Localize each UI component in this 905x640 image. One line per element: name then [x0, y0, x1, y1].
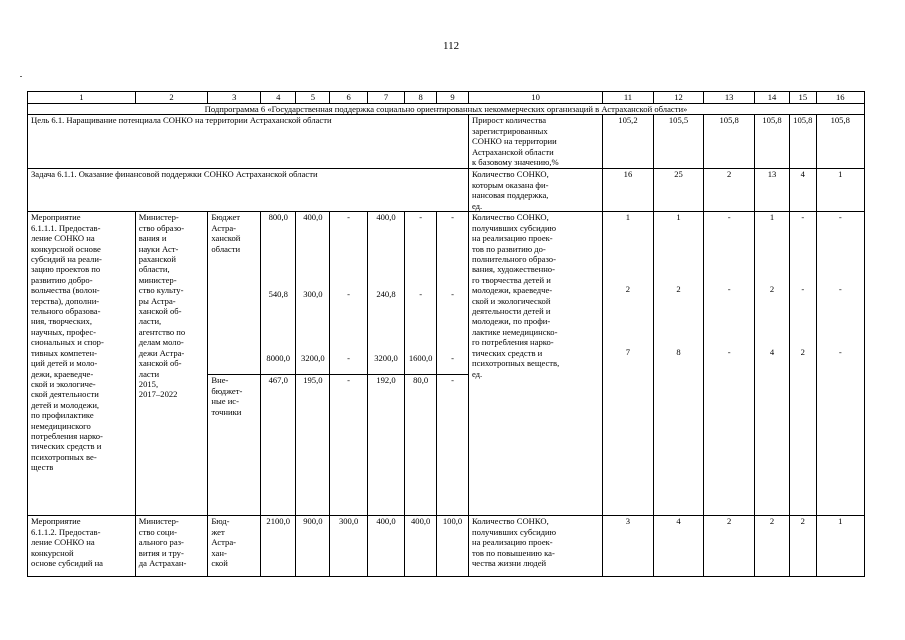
measure-2-indicator-line: получивших субсидию — [471, 526, 557, 537]
measure-1-indicator-line: тов по развитию до- — [471, 243, 546, 254]
measure-1-indicator-line: психотропных веществ, — [471, 358, 560, 369]
measure-2-name-line: основе субсидий на — [31, 558, 103, 569]
measure-1-extra-value: 195,0 — [296, 375, 330, 516]
measure-1-indicator-line: лактике немедицинско- — [471, 326, 558, 337]
measure-1-value-col — [704, 212, 755, 516]
measure-2-name — [28, 516, 136, 577]
measure-1-indicator-line: тических средств и — [471, 347, 543, 358]
task-indicator-line: ед. — [471, 200, 483, 211]
measure-1-source-line: Вне- — [211, 375, 229, 386]
header-cell: 15 — [790, 92, 816, 104]
measure-1-indicator-value: 2 — [625, 284, 631, 295]
measure-2-budget: 2100,0 — [261, 516, 296, 577]
goal-indicator-line: Астраханской области — [471, 146, 554, 157]
header-cell: 7 — [367, 92, 404, 104]
measure-1-budget-value: 8000,0 — [266, 353, 291, 364]
task-value: 2 — [704, 169, 755, 212]
measure-1-indicator-value: - — [727, 347, 731, 358]
measure-1-name-line: ния, творческих, — [31, 316, 92, 327]
measure-2-value: 3 — [603, 516, 654, 577]
header-cell: 6 — [330, 92, 367, 104]
measure-1-indicator-value: - — [838, 284, 842, 295]
measure-1-indicator — [468, 212, 602, 516]
measure-2-budget: 400,0 — [405, 516, 437, 577]
measure-2-indicator-line: чества жизни людей — [471, 558, 547, 569]
measure-1-name-line: тельного образова- — [31, 306, 101, 317]
measure-1-budget-value: 540,8 — [268, 289, 288, 300]
measure-1-name-line: немедицинского — [31, 420, 91, 431]
measure-1-executor-line: ласти — [138, 368, 160, 379]
measure-1-name-line: сиональных и спор- — [31, 337, 104, 348]
subprogram-title: Подпрограмма 6 «Государственная поддержка социально ориентированных некоммерческих организаций в Астраханской области» — [28, 104, 865, 115]
goal-value: 105,2 — [603, 115, 654, 169]
goal-indicator — [468, 115, 602, 169]
measure-2-row — [28, 516, 865, 577]
header-cell: 9 — [437, 92, 469, 104]
header-cell: 12 — [653, 92, 704, 104]
measure-1-indicator-value: 1 — [625, 212, 631, 223]
header-cell: 13 — [704, 92, 755, 104]
measure-1-indicator-value: 4 — [769, 347, 775, 358]
measure-1-indicator-value: 2 — [676, 284, 681, 295]
header-cell: 8 — [405, 92, 437, 104]
measure-2-executor-line: Министер- — [138, 516, 179, 527]
measure-1-executor-line: Министер- — [138, 212, 179, 223]
measure-1-value-col — [653, 212, 704, 516]
measure-1-name-line: дежи, краеведче- — [31, 368, 94, 379]
measure-2-value: 1 — [816, 516, 864, 577]
measure-2-name-line: 6.1.1.2. Предостав- — [31, 526, 101, 537]
measure-1-extra-value: - — [330, 375, 367, 516]
measure-1-budget-row — [28, 212, 865, 375]
measure-1-value-col — [754, 212, 789, 516]
measure-1-indicator-line: ской и экологической — [471, 295, 551, 306]
measure-1-source-line: точники — [211, 406, 242, 417]
measure-1-extra-value: 467,0 — [261, 375, 296, 516]
measure-1-budget-value: - — [347, 212, 351, 223]
measure-1-name-line: зацию проектов по — [31, 264, 101, 275]
measure-1-budget-value: - — [451, 289, 454, 300]
task-text: Задача 6.1.1. Оказание финансовой поддержки СОНКО Астраханской области — [28, 169, 469, 212]
measure-1-name-line: ской деятельности — [31, 389, 99, 400]
measure-1-name-line: вольчества (волон- — [31, 285, 100, 296]
measure-1-name-line: ций детей и моло- — [31, 358, 98, 369]
measure-2-source-line: Бюд- — [211, 516, 230, 527]
measure-1-name-line: потребления нарко- — [31, 430, 103, 441]
measure-1-budget-value: 1600,0 — [408, 353, 433, 364]
measure-1-source-line: бюджет- — [211, 385, 243, 396]
measure-1-budget-value: - — [451, 212, 454, 223]
goal-row — [28, 115, 865, 169]
measure-1-indicator-line: вания, художественно- — [471, 264, 555, 275]
measure-2-budget: 900,0 — [296, 516, 330, 577]
measure-1-executor-line: делам моло- — [138, 337, 184, 348]
measure-1-source-line: Астра- — [211, 222, 236, 233]
measure-1-budget-value: 3200,0 — [374, 353, 398, 364]
measure-1-source-line: Бюджет — [211, 212, 241, 223]
measure-1-indicator-value: 1 — [769, 212, 775, 223]
goal-indicator-line: Прирост количества — [471, 115, 547, 126]
measure-1-indicator-value: - — [727, 284, 731, 295]
measure-1-indicator-line: молодежи, по профи- — [471, 316, 551, 327]
measure-1-budget-col — [437, 212, 469, 375]
measure-2-indicator-line: на реализацию проек- — [471, 537, 553, 548]
measure-1-indicator-value: 2 — [769, 284, 775, 295]
measure-1-indicator-value: - — [727, 212, 731, 223]
measure-1-budget-value: - — [419, 289, 423, 300]
measure-1-name-line: конкурсной основе — [31, 243, 101, 254]
task-indicator-line: Количество СОНКО, — [471, 169, 549, 180]
task-value: 25 — [653, 169, 704, 212]
measure-2-source-line: ской — [211, 558, 228, 569]
measure-2-value: 4 — [653, 516, 704, 577]
measure-1-executor-line: области, — [138, 264, 170, 275]
header-row — [28, 92, 865, 104]
measure-1-name-line: детей и молодежи, — [31, 399, 100, 410]
measure-2-value: 2 — [754, 516, 789, 577]
measure-1-indicator-line: ед. — [471, 368, 483, 379]
measure-1-executor-line: министер- — [138, 274, 177, 285]
measure-1-source-line: ные ис- — [211, 396, 239, 407]
measure-1-executor-line: ры Астра- — [138, 295, 176, 306]
measure-1-indicator-value: 2 — [800, 347, 805, 358]
measure-1-budget-value: 800,0 — [268, 212, 288, 223]
header-cell: 4 — [261, 92, 296, 104]
measure-1-value-col — [790, 212, 816, 516]
task-value: 4 — [790, 169, 816, 212]
measure-1-budget-col — [261, 212, 296, 375]
task-indicator-line: нансовая поддержка, — [471, 190, 549, 201]
measure-1-executor-line: ство образо- — [138, 222, 185, 233]
task-row — [28, 169, 865, 212]
measure-1-name-line: ской и экологиче- — [31, 378, 96, 389]
goal-indicator-line: к базовому значению,% — [471, 157, 559, 168]
measure-1-budget-value: 400,0 — [303, 212, 323, 223]
measure-1-name-line: по профилактике — [31, 410, 94, 421]
header-cell: 11 — [603, 92, 654, 104]
measure-2-budget: 300,0 — [330, 516, 367, 577]
measure-1-indicator-line: го потребления нарко- — [471, 337, 554, 348]
goal-value: 105,8 — [790, 115, 816, 169]
measure-1-name-line: ществ — [31, 462, 54, 473]
measure-2-name-line: Мероприятие — [31, 516, 81, 527]
measure-1-name-line: научных, профес- — [31, 326, 97, 337]
measure-1-executor-line: ханской об- — [138, 358, 182, 369]
measure-2-source-line: жет — [211, 526, 225, 537]
measure-2-value: 2 — [790, 516, 816, 577]
measure-1-name-line: развитию добро- — [31, 274, 93, 285]
header-cell: 16 — [816, 92, 864, 104]
measure-1-indicator-line: на реализацию проек- — [471, 233, 553, 244]
header-cell: 3 — [208, 92, 261, 104]
measure-1-budget-value: - — [451, 353, 454, 364]
goal-value: 105,8 — [754, 115, 789, 169]
goal-value: 105,8 — [704, 115, 755, 169]
measure-2-executor-line: ального раз- — [138, 537, 184, 548]
measure-1-extra-value: 80,0 — [405, 375, 437, 516]
header-cell: 5 — [296, 92, 330, 104]
measure-1-executor-line: раханской — [138, 254, 176, 265]
goal-value: 105,8 — [816, 115, 864, 169]
header-cell: 2 — [135, 92, 208, 104]
measure-1-name-line: психотропных ве- — [31, 451, 97, 462]
measure-1-budget-value: - — [347, 353, 351, 364]
measure-1-name-line: терства), дополни- — [31, 295, 100, 306]
measure-1-executor-line: 2017–2022 — [138, 389, 178, 400]
measure-2-executor-line: вития и тру- — [138, 547, 184, 558]
measure-1-executor-line: ханской об- — [138, 306, 182, 317]
task-value: 13 — [754, 169, 789, 212]
measure-1-name-line: Мероприятие — [31, 212, 81, 223]
header-cell: 14 — [754, 92, 789, 104]
measure-2-source-line: хан- — [211, 547, 227, 558]
measure-1-extra-value: - — [437, 375, 469, 516]
measure-1-indicator-line: Количество СОНКО, — [471, 212, 549, 223]
measure-1-budget-value: 300,0 — [303, 289, 323, 300]
goal-indicator-line: зарегистрированных — [471, 125, 548, 136]
measure-1-budget-col — [367, 212, 404, 375]
measure-2-executor — [135, 516, 208, 577]
measure-1-name-line: тивных компетен- — [31, 347, 97, 358]
measure-2-executor-line: да Астрахан- — [138, 558, 187, 569]
measure-1-budget-col — [405, 212, 437, 375]
measure-1-value-col — [603, 212, 654, 516]
measure-1-indicator-line: го творчества детей и — [471, 274, 551, 285]
task-indicator — [468, 169, 602, 212]
measure-2-value: 2 — [704, 516, 755, 577]
measure-1-name — [28, 212, 136, 516]
page-number: 112 — [443, 40, 460, 52]
goal-text: Цель 6.1. Наращивание потенциала СОНКО на территории Астраханской области — [28, 115, 469, 169]
measure-1-value-col — [816, 212, 864, 516]
measure-2-indicator — [468, 516, 602, 577]
measure-1-source-extra — [208, 375, 261, 516]
measure-2-budget: 100,0 — [437, 516, 469, 577]
measure-1-name-line: ление СОНКО на — [31, 233, 95, 244]
measure-1-budget-col — [330, 212, 367, 375]
scan-mark — [20, 76, 22, 77]
task-value: 1 — [816, 169, 864, 212]
measure-1-indicator-line: молодежи, краеведче- — [471, 285, 553, 296]
measure-1-indicator-value: - — [801, 212, 805, 223]
measure-1-source-budget — [208, 212, 261, 375]
measure-1-executor-line: ласти, — [138, 316, 162, 327]
measure-1-name-line: субсидий на реали- — [31, 254, 102, 265]
measure-1-source-line: области — [211, 243, 241, 254]
measure-1-executor-line: науки Аст- — [138, 243, 179, 254]
measure-1-indicator-value: 8 — [676, 347, 681, 358]
measure-2-indicator-line: тов по повышению ка- — [471, 547, 555, 558]
measure-2-name-line: конкурсной — [31, 547, 74, 558]
measure-1-budget-value: 3200,0 — [301, 353, 325, 364]
program-table — [27, 91, 865, 577]
measure-1-name-line: 6.1.1.1. Предостав- — [31, 222, 101, 233]
measure-1-executor — [135, 212, 208, 516]
measure-1-executor-line: дежи Астра- — [138, 347, 185, 358]
measure-1-budget-value: 240,8 — [376, 289, 396, 300]
header-cell: 10 — [468, 92, 602, 104]
measure-1-indicator-line: деятельности детей и — [471, 306, 551, 317]
measure-2-indicator-line: Количество СОНКО, — [471, 516, 549, 527]
measure-1-indicator-value: 7 — [625, 347, 631, 358]
measure-2-source — [208, 516, 261, 577]
measure-1-budget-value: 400,0 — [376, 212, 396, 223]
measure-1-indicator-value: - — [838, 347, 842, 358]
measure-1-executor-line: вания и — [138, 233, 167, 244]
measure-2-budget: 400,0 — [367, 516, 404, 577]
measure-1-indicator-value: - — [838, 212, 842, 223]
measure-1-name-line: тических средств и — [31, 441, 102, 452]
measure-1-extra-value: 192,0 — [367, 375, 404, 516]
measure-2-source-line: Астра- — [211, 537, 236, 548]
measure-1-budget-value: - — [347, 289, 351, 300]
measure-2-executor-line: ство соци- — [138, 526, 177, 537]
task-value: 16 — [603, 169, 654, 212]
task-indicator-line: которым оказана фи- — [471, 179, 549, 190]
measure-1-budget-col — [296, 212, 330, 375]
measure-2-name-line: ление СОНКО на — [31, 537, 95, 548]
measure-1-indicator-value: 1 — [676, 212, 681, 223]
goal-indicator-line: СОНКО на территории — [471, 136, 557, 147]
subprogram-row — [28, 104, 865, 115]
header-cell: 1 — [28, 92, 136, 104]
measure-1-executor-line: ство культу- — [138, 285, 184, 296]
measure-1-executor-line: 2015, — [138, 378, 159, 389]
measure-1-source-line: ханской — [211, 233, 241, 244]
measure-1-indicator-line: получивших субсидию — [471, 222, 557, 233]
measure-1-executor-line: агентство по — [138, 326, 186, 337]
measure-1-indicator-line: полнительного образо- — [471, 254, 556, 265]
goal-value: 105,5 — [653, 115, 704, 169]
measure-1-indicator-value: - — [801, 284, 805, 295]
measure-1-budget-value: - — [419, 212, 423, 223]
